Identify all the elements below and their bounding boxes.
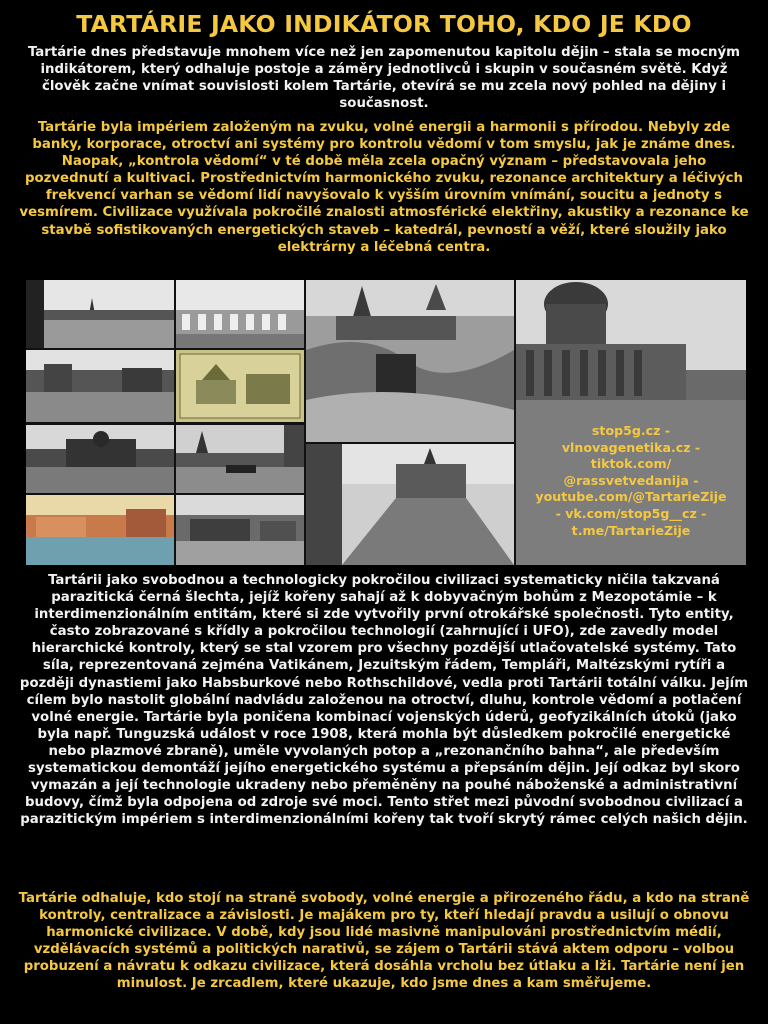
link-youtube[interactable]: youtube.com/@TartarieZije xyxy=(535,489,727,505)
conclusion-paragraph: Tartárie odhaluje, kdo stojí na straně svobody, volné energie a přirozeného řádu, a kdo na straně kontroly, centralizace a závislosti. Je majákem pro ty, kteří hledají pravdu a usilují o obnovu harmonické civilizace. V době, kdy jsou lidé masivně manipulováni prostřednictvím médií, vzdělávacích systémů a politických narativů, se zájem o Tartárii stává aktem odporu – volbou probuzení a návratu k odkazu civilizace, která dosáhla vrcholu bez útlaku a lži. Tartárie není jen minulost. Je zrcadlem, které ukazuje, kdo jsme dnes a kam směřujeme. xyxy=(18,891,750,992)
photo-old-map-drawing xyxy=(176,350,304,422)
link-tiktok[interactable]: tiktok.com/ xyxy=(590,456,672,472)
link-stop5g[interactable]: stop5g.cz - xyxy=(591,423,671,438)
photo-mud-excavation xyxy=(306,280,514,442)
photo-boat-flood xyxy=(176,425,304,493)
photo-kremlin-flood xyxy=(26,280,174,348)
social-links xyxy=(516,423,746,539)
link-tiktok-handle[interactable]: @rassvetvedanija - xyxy=(563,472,699,488)
empire-paragraph: Tartárie byla impériem založeným na zvuku, volné energii a harmonii s přírodou. Nebyly zde banky, korporace, otroctví ani systémy pro kontrolu vědomí v tom smyslu, jak je známe dnes. Naopak, „kontrola vědomí“ v té době měla zcela opačný význam – představovala jeho pozvednutí a kultivaci. Prostřednictvím harmonického zvuku, rezonance architektury a léčivých frekvencí varhan se vědomí lidí navyšovalo k vyšším úrovním vnímání, soucitu a jednoty s vesmírem. Civilizace využívala pokročilé znalosti atmosférické elektřiny, akustiky a rezonance ke stavbě sofistikovaných energetických staveb – katedrál, pevností a věží, které sloužily jako elektrárny a léčebná centra. xyxy=(19,120,749,255)
intro-paragraph: Tartárie dnes představuje mnohem více než jen zapomenutou kapitolu dějin – stala se mocným indikátorem, který odhaluje postoje a záměry jednotlivců i skupin v současném světě. Když člověk začne vnímat souvislosti kolem Tartárie, otevírá se mu zcela nový pohled na dějiny i současnost. xyxy=(27,45,741,112)
photo-flooded-street xyxy=(26,350,174,422)
photo-submerged-building xyxy=(176,495,304,565)
link-vlnovagenetika[interactable]: vlnovagenetika.cz - xyxy=(561,439,701,455)
photo-flooded-palace xyxy=(26,425,174,493)
photo-muddy-street xyxy=(306,444,514,565)
link-vk[interactable]: - vk.com/stop5g__cz - xyxy=(555,505,707,521)
destruction-paragraph: Tartárii jako svobodnou a technologicky pokročilou civilizaci systematicky ničila takzvaná parazitická černá šlechta, jejíž kořeny sahají až k dobyvačným bohům z Mezopotámie – k interdimenzionálním entitám, které si zde vytvořily první otrokářské společnosti. Tyto entity, často zobrazované s křídly a pokročilou technologií (zahrnující i UFO), zde zavedly model hierarchické kontroly, který se stal vzorem pro všechny pozdější utlačovatelské systémy. Tato síla, reprezentovaná zejména Vatikánem, Jezuitským řádem, Templáři, Maltézskými rytíři a později dynastiemi jako Habsburkové nebo Rothschildové, vedla proti Tartárii totální válku. Jejím cílem bylo nastolit globální nadvládu založenou na otroctví, dluhu, kontrole vědomí a potlačení volné energie. Tartárie byla poničena kombinací vojenských úderů, geofyzikálních útoků (jako byla např. Tunguzská událost v roce 1908, která mohla být důsledkem pokročilé energetické nebo plazmové zbraně), uměle vyvolaných potop a „rezonančního bahna“, ale především systematickou demontáží jejího energetického systému a přepsáním dějin. Její odkaz byl skoro vymazán a její technologie ukradeny nebo přeměněny na pouhé náboženské a administrativní budovy, čímž byla odpojena od zdroje své moci. Tento střet mezi původní svobodnou civilizací a parazitickým impériem s interdimenzionálními kořeny tak tvoří skrytý rámec celých našich dějin. xyxy=(19,573,749,828)
photo-petersburg-flood-1903 xyxy=(26,495,174,565)
link-telegram[interactable]: t.me/TartarieZije xyxy=(571,522,691,538)
photo-arcade-building xyxy=(176,280,304,348)
page-title: TARTÁRIE JAKO INDIKÁTOR TOHO, KDO JE KDO xyxy=(76,10,692,38)
